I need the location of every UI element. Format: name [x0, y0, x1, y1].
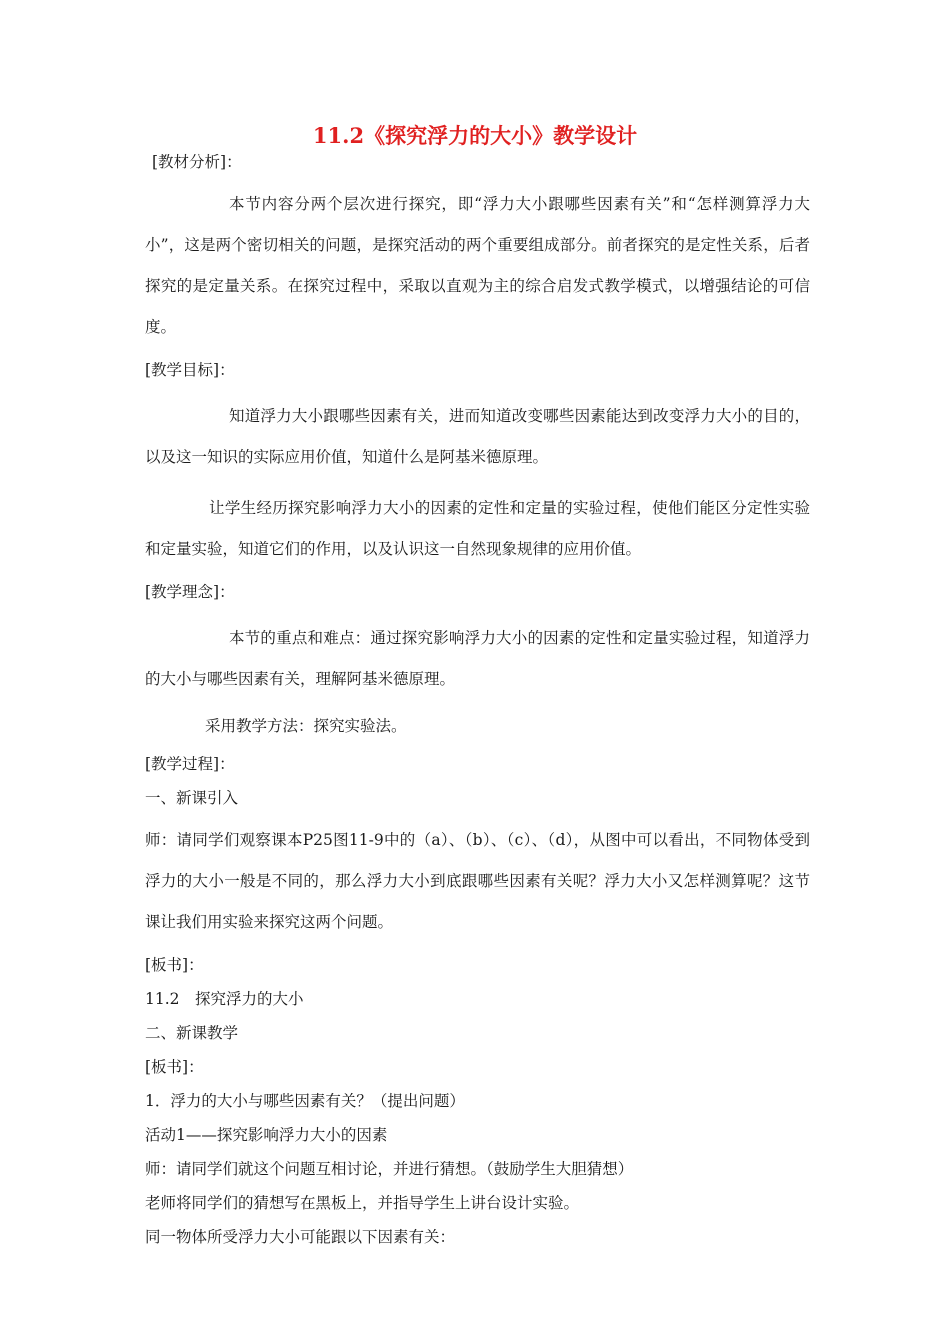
question-line: 1．浮力的大小与哪些因素有关？（提出问题） — [145, 1092, 465, 1110]
goals-label: [教学目标]： — [145, 361, 235, 379]
concept-label: [教学理念]： — [145, 583, 235, 601]
activity-line: 活动1——探究影响浮力大小的因素 — [145, 1126, 388, 1144]
teacher-line: 师：请同学们就这个问题互相讨论，并进行猜想。（鼓励学生大胆猜想） — [145, 1160, 634, 1178]
analysis-paragraph: 本节内容分两个层次进行探究，即“浮力大小跟哪些因素有关”和“怎样测算浮力大小”，这是两个密切相关的问题，是探究活动的两个重要组成部分。前者探究的是定性关系，后者探究的是定量关系。在探究过程中，采取以直观为主的综合启发式教学模式，以增强结论的可信度。 — [145, 195, 810, 336]
teach-heading: 二、新课教学 — [145, 1024, 239, 1042]
document-title: 11.2《探究浮力的大小》教学设计 — [312, 123, 638, 148]
document-body — [145, 150, 810, 1249]
goals-paragraph-2: 让学生经历探究影响浮力大小的因素的定性和定量的实验过程，使他们能区分定性实验和定量实验，知道它们的作用，以及认识这一自然现象规律的应用价值。 — [145, 499, 810, 558]
guide-line: 老师将同学们的猜想写在黑板上，并指导学生上讲台设计实验。 — [145, 1194, 580, 1212]
analysis-label: [教材分析]： — [152, 153, 242, 171]
concept-paragraph-1: 本节的重点和难点：通过探究影响浮力大小的因素的定性和定量实验过程，知道浮力的大小与哪些因素有关，理解阿基米德原理。 — [145, 629, 810, 688]
board-label-2: [板书]： — [145, 1058, 204, 1076]
intro-heading: 一、新课引入 — [145, 789, 239, 807]
factors-line: 同一物体所受浮力大小可能跟以下因素有关： — [145, 1228, 456, 1246]
board-text-1: 11.2 探究浮力的大小 — [145, 990, 304, 1008]
board-label-1: [板书]： — [145, 956, 204, 974]
concept-paragraph-2: 采用教学方法：探究实验法。 — [205, 717, 407, 735]
process-label: [教学过程]： — [145, 755, 235, 773]
goals-paragraph-1: 知道浮力大小跟哪些因素有关，进而知道改变哪些因素能达到改变浮力大小的目的，以及这一知识的实际应用价值，知道什么是阿基米德原理。 — [145, 407, 810, 466]
intro-paragraph: 师：请同学们观察课本P25图11-9中的（a）、（b）、（c）、（d），从图中可以看出，不同物体受到浮力的大小一般是不同的，那么浮力大小到底跟哪些因素有关呢？浮力大小又怎样测算呢？这节课让我们用实验来探究这两个问题。 — [145, 831, 810, 931]
